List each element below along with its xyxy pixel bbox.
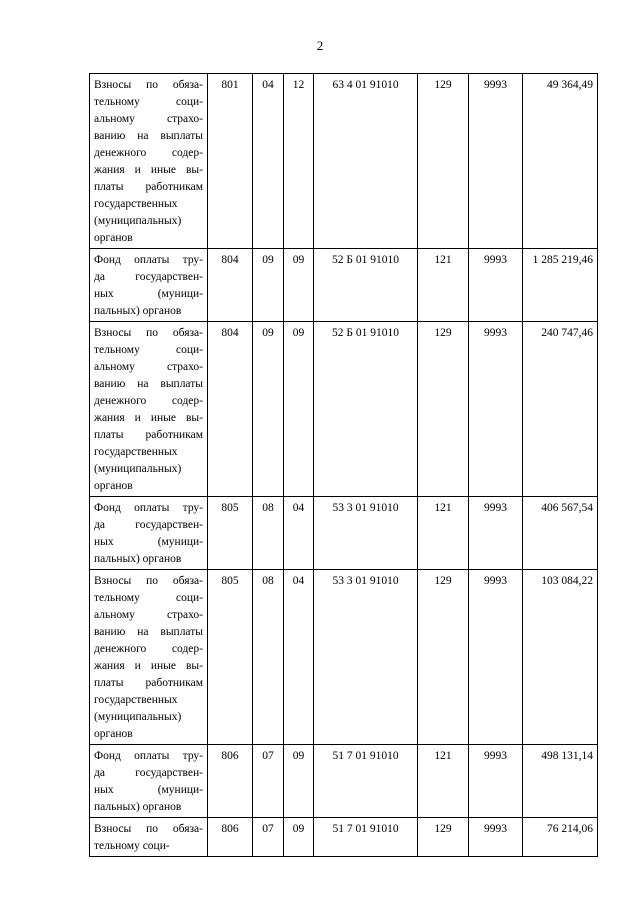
expense-name-line: Фонд оплаты тру- (94, 254, 203, 266)
expense-name-line: ных (муници- (94, 288, 203, 300)
expense-name-cell (90, 497, 208, 570)
expense-type-cell: 121 (418, 497, 469, 570)
subsection-code-cell: 09 (284, 745, 314, 818)
target-article-cell: 63 4 01 91010 (314, 74, 418, 249)
expense-name-line: альному страхо- (94, 361, 203, 373)
subsection-code-cell: 04 (284, 570, 314, 745)
expense-type-cell: 129 (418, 74, 469, 249)
kosgu-code-cell: 9993 (469, 74, 523, 249)
expense-type-cell: 129 (418, 322, 469, 497)
target-article-cell: 53 3 01 91010 (314, 497, 418, 570)
expense-type-cell: 121 (418, 745, 469, 818)
expense-name-line: ванию на выплаты (94, 626, 203, 638)
expense-name-line: тельному соци- (94, 96, 203, 108)
section-code-cell: 08 (253, 497, 284, 570)
expense-name-cell (90, 745, 208, 818)
expense-name-line: Взносы по обяза- (94, 79, 203, 91)
expense-name-line: ванию на выплаты (94, 130, 203, 142)
expense-name-line: да государствен- (94, 767, 203, 779)
target-article-cell: 51 7 01 91010 (314, 745, 418, 818)
expense-name-line: денежного содер- (94, 395, 203, 407)
target-article-cell: 53 3 01 91010 (314, 570, 418, 745)
expense-name-line: органов (94, 728, 133, 740)
expense-name-cell (90, 322, 208, 497)
department-code-cell: 804 (208, 249, 253, 322)
expense-name-line: (муниципальных) (94, 215, 182, 227)
target-article-cell: 51 7 01 91010 (314, 818, 418, 857)
department-code-cell: 801 (208, 74, 253, 249)
expense-name-line: государственных (94, 694, 178, 706)
section-code-cell: 07 (253, 818, 284, 857)
department-code-cell: 806 (208, 745, 253, 818)
amount-cell: 76 214,06 (523, 818, 598, 857)
amount-cell: 498 131,14 (523, 745, 598, 818)
table-body (90, 74, 598, 857)
expense-name-cell (90, 570, 208, 745)
expense-name-line: денежного содер- (94, 147, 203, 159)
subsection-code-cell: 12 (284, 74, 314, 249)
expense-name-line: ных (муници- (94, 536, 203, 548)
expense-name-line: государственных (94, 198, 178, 210)
expense-name-line: пальных) органов (94, 553, 182, 565)
amount-cell: 240 747,46 (523, 322, 598, 497)
expense-name-cell (90, 74, 208, 249)
expense-name-line: тельному соци- (94, 344, 203, 356)
expense-name-line: Взносы по обяза- (94, 327, 203, 339)
expense-name-line: жания и иные вы- (94, 412, 203, 424)
kosgu-code-cell: 9993 (469, 745, 523, 818)
expense-name-cell (90, 249, 208, 322)
department-code-cell: 805 (208, 497, 253, 570)
amount-cell: 103 084,22 (523, 570, 598, 745)
subsection-code-cell: 09 (284, 322, 314, 497)
table-row (90, 745, 598, 818)
table-row (90, 249, 598, 322)
subsection-code-cell: 09 (284, 818, 314, 857)
expense-name-line: платы работникам (94, 677, 203, 689)
amount-cell: 1 285 219,46 (523, 249, 598, 322)
expense-name-line: Фонд оплаты тру- (94, 750, 203, 762)
expense-name-line: (муниципальных) (94, 711, 182, 723)
expense-name-line: органов (94, 480, 133, 492)
expense-name-line: Взносы по обяза- (94, 575, 203, 587)
expense-name-line: жания и иные вы- (94, 164, 203, 176)
section-code-cell: 09 (253, 249, 284, 322)
expense-type-cell: 129 (418, 818, 469, 857)
amount-cell: 49 364,49 (523, 74, 598, 249)
table-row (90, 497, 598, 570)
expense-name-line: альному страхо- (94, 609, 203, 621)
kosgu-code-cell: 9993 (469, 497, 523, 570)
expense-name-line: ных (муници- (94, 784, 203, 796)
expense-name-line: Взносы по обяза- (94, 823, 203, 835)
expense-name-cell (90, 818, 208, 857)
expense-name-line: органов (94, 232, 133, 244)
subsection-code-cell: 04 (284, 497, 314, 570)
expense-name-line: пальных) органов (94, 305, 182, 317)
target-article-cell: 52 Б 01 91010 (314, 249, 418, 322)
amount-cell: 406 567,54 (523, 497, 598, 570)
expense-type-cell: 129 (418, 570, 469, 745)
budget-table (89, 73, 598, 857)
expense-name-line: (муниципальных) (94, 463, 182, 475)
department-code-cell: 804 (208, 322, 253, 497)
expense-name-line: жания и иные вы- (94, 660, 203, 672)
section-code-cell: 04 (253, 74, 284, 249)
expense-name-line: платы работникам (94, 181, 203, 193)
department-code-cell: 806 (208, 818, 253, 857)
expense-name-line: альному страхо- (94, 113, 203, 125)
expense-name-line: ванию на выплаты (94, 378, 203, 390)
expense-name-line: денежного содер- (94, 643, 203, 655)
expense-name-line: пальных) органов (94, 801, 182, 813)
target-article-cell: 52 Б 01 91010 (314, 322, 418, 497)
table-row (90, 570, 598, 745)
section-code-cell: 08 (253, 570, 284, 745)
expense-name-line: платы работникам (94, 429, 203, 441)
expense-type-cell: 121 (418, 249, 469, 322)
table-row (90, 74, 598, 249)
kosgu-code-cell: 9993 (469, 818, 523, 857)
subsection-code-cell: 09 (284, 249, 314, 322)
expense-name-line: тельному соци- (94, 592, 203, 604)
page-number: 2 (316, 38, 324, 53)
section-code-cell: 07 (253, 745, 284, 818)
kosgu-code-cell: 9993 (469, 570, 523, 745)
expense-name-line: да государствен- (94, 271, 203, 283)
section-code-cell: 09 (253, 322, 284, 497)
department-code-cell: 805 (208, 570, 253, 745)
kosgu-code-cell: 9993 (469, 322, 523, 497)
kosgu-code-cell: 9993 (469, 249, 523, 322)
table-row (90, 818, 598, 857)
expense-name-line: Фонд оплаты тру- (94, 502, 203, 514)
expense-name-line: тельному соци- (94, 840, 170, 852)
table-row (90, 322, 598, 497)
expense-name-line: государственных (94, 446, 178, 458)
expense-name-line: да государствен- (94, 519, 203, 531)
